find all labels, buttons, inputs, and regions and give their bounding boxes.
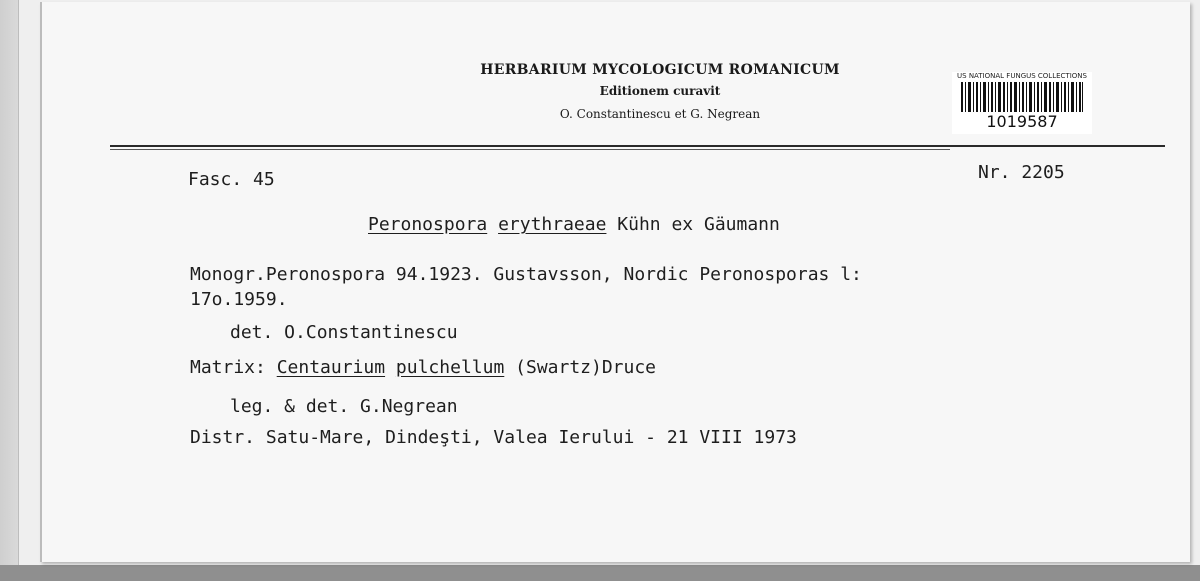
fascicle-number: Fasc. 45	[188, 169, 275, 190]
matrix-label: Matrix:	[190, 357, 266, 378]
matrix-genus: Centaurium	[276, 357, 386, 378]
label-header	[430, 62, 890, 121]
barcode-number: 1019587	[986, 112, 1058, 131]
editor-line: Editionem curavit	[599, 84, 721, 98]
header-divider-secondary	[110, 149, 950, 150]
matrix-line	[190, 357, 656, 378]
locality: Distr. Satu-Mare, Dindeşti, Valea Ierului - 21 VIII 1973	[190, 427, 797, 448]
editors-names: O. Constantinescu et G. Negrean	[559, 107, 761, 121]
reference-line-2: 17o.1959.	[190, 289, 288, 310]
herbarium-title: HERBARIUM MYCOLOGICUM ROMANICUM	[480, 62, 840, 78]
barcode-collection-name: US NATIONAL FUNGUS COLLECTIONS	[957, 72, 1087, 80]
matrix-author: (Swartz)Druce	[515, 357, 657, 378]
matrix-epithet: pulchellum	[395, 357, 505, 378]
barcode-icon	[961, 82, 1083, 112]
barcode-sticker	[952, 72, 1092, 134]
species-name	[368, 214, 780, 235]
determined-by: det. O.Constantinescu	[230, 322, 458, 343]
background-bottom	[0, 565, 1200, 581]
species-author: Kühn ex Gäumann	[617, 214, 780, 235]
header-divider	[110, 145, 1165, 147]
collected-by: leg. & det. G.Negrean	[230, 396, 458, 417]
species-genus: Peronospora	[368, 214, 488, 235]
species-epithet: erythraeae	[498, 214, 607, 235]
reference-line-1: Monogr.Peronospora 94.1923. Gustavsson, Nordic Peronosporas l:	[190, 264, 862, 285]
specimen-number: Nr. 2205	[978, 162, 1065, 183]
